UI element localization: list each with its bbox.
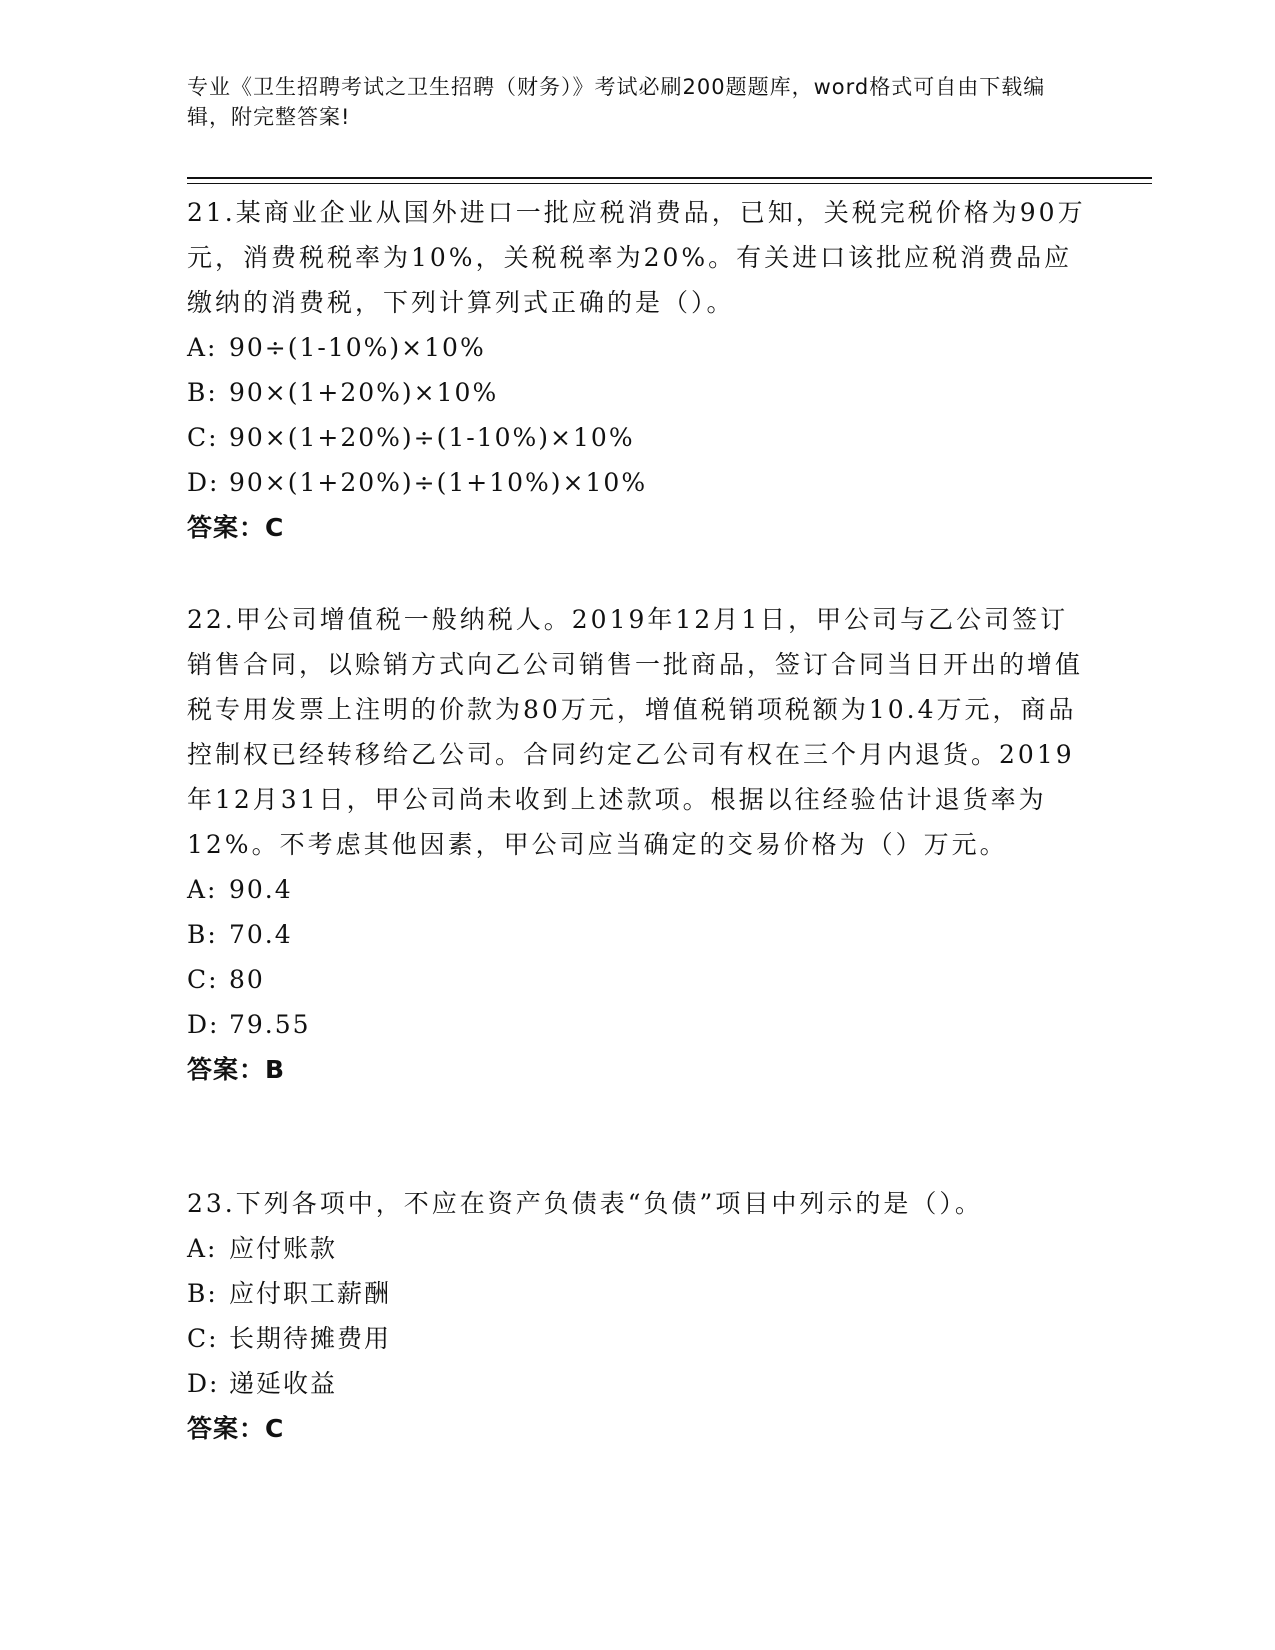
option-text: 90.4 [229,875,293,904]
header-title: 专业《卫生招聘考试之卫生招聘（财务）》考试必刷200题题库，word格式可自由下载编辑，附完整答案! [187,75,1046,129]
question-23 [187,1181,1087,1451]
option-c [187,1316,1087,1361]
document-header [187,72,1067,132]
option-a [187,325,1087,370]
option-label: A: [187,333,218,362]
option-c [187,415,1087,460]
question-stem: 22.甲公司增值税一般纳税人。2019年12月1日，甲公司与乙公司签订销售合同，以赊销方式向乙公司销售一批商品，签订合同当日开出的增值税专用发票上注明的价款为80万元，增值税销项税额为10.4万元，商品控制权已经转移给乙公司。合同约定乙公司有权在三个月内退货。2019年12月31日，甲公司尚未收到上述款项。根据以往经验估计退货率为12%。不考虑其他因素，甲公司应当确定的交易价格为（）万元。 [187,605,1084,859]
option-text: 递延收益 [229,1369,338,1398]
option-label: B: [187,1279,218,1308]
option-text: 80 [229,965,265,994]
option-b [187,1271,1087,1316]
option-label: B: [187,378,218,407]
option-label: D: [187,1369,220,1398]
header-rule-thin [187,183,1152,184]
option-label: D: [187,1010,220,1039]
option-label: C: [187,1324,219,1353]
question-21 [187,190,1087,550]
option-label: A: [187,1234,218,1263]
option-d [187,1361,1087,1406]
option-text: 70.4 [229,920,293,949]
option-label: B: [187,920,218,949]
option-text: 90×(1+20%)×10% [229,378,499,407]
option-text: 应付账款 [229,1234,338,1263]
option-label: C: [187,423,219,452]
answer: 答案：B [187,1055,286,1084]
option-a [187,1226,1087,1271]
option-a [187,867,1087,912]
option-c [187,957,1087,1002]
option-label: D: [187,468,220,497]
option-label: C: [187,965,219,994]
option-text: 79.55 [229,1010,311,1039]
option-text: 90×(1+20%)÷(1-10%)×10% [229,423,635,452]
answer: 答案：C [187,1414,285,1443]
answer: 答案：C [187,513,285,542]
question-stem: 23.下列各项中，不应在资产负债表“负债”项目中列示的是（）。 [187,1189,983,1218]
option-d [187,1002,1087,1047]
option-text: 长期待摊费用 [229,1324,392,1353]
option-text: 90×(1+20%)÷(1+10%)×10% [229,468,648,497]
question-stem: 21.某商业企业从国外进口一批应税消费品，已知，关税完税价格为90万元，消费税税率为10%，关税税率为20%。有关进口该批应税消费品应缴纳的消费税，下列计算列式正确的是（）。 [187,198,1086,317]
option-label: A: [187,875,218,904]
question-22 [187,597,1087,1092]
option-d [187,460,1087,505]
option-b [187,912,1087,957]
header-rule-thick [187,177,1152,179]
option-b [187,370,1087,415]
option-text: 应付职工薪酬 [229,1279,392,1308]
option-text: 90÷(1-10%)×10% [229,333,486,362]
